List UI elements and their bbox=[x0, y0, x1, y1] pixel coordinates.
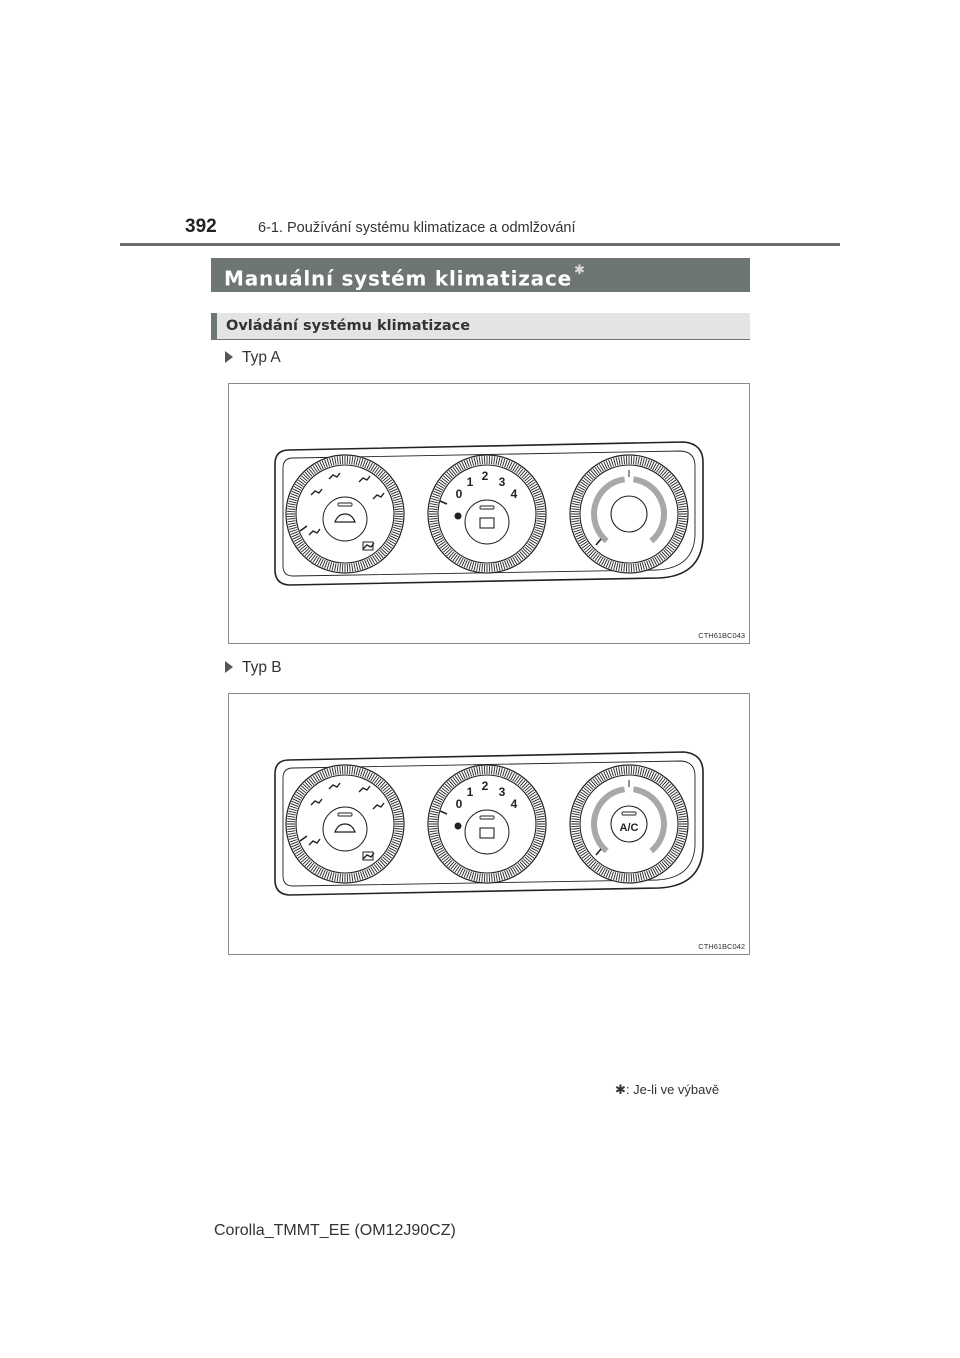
ac-button-label: A/C bbox=[619, 822, 639, 834]
rear-defogger-button bbox=[465, 810, 509, 854]
bullet-arrow-icon bbox=[225, 661, 233, 673]
subsection-heading: Ovládání systému klimatizace bbox=[211, 313, 750, 340]
type-b-label bbox=[225, 659, 282, 677]
fan-speed-label: 3 bbox=[498, 475, 506, 489]
figure-code: CTH61BC043 bbox=[698, 631, 745, 640]
figure-type-b bbox=[228, 693, 750, 955]
figure-code: CTH61BC042 bbox=[698, 942, 745, 951]
fan-speed-label: 0 bbox=[455, 797, 463, 811]
ac-control-panel-type-a bbox=[229, 384, 749, 643]
section-title: 6-1. Používání systému klimatizace a odmlžování bbox=[258, 220, 576, 236]
type-b-text: Typ B bbox=[242, 659, 282, 676]
rear-defogger-button bbox=[465, 500, 509, 544]
fan-speed-label: 2 bbox=[481, 779, 489, 793]
page-heading-text: Manuální systém klimatizace bbox=[224, 266, 572, 291]
figure-type-a bbox=[228, 383, 750, 644]
bullet-arrow-icon bbox=[225, 351, 233, 363]
fan-speed-label: 4 bbox=[510, 797, 518, 811]
page-heading bbox=[211, 258, 750, 292]
mode-center-button bbox=[323, 497, 367, 541]
type-a-label bbox=[225, 349, 281, 367]
footer-model-code: Corolla_TMMT_EE (OM12J90CZ) bbox=[214, 1222, 456, 1239]
ac-control-panel-type-b bbox=[229, 694, 749, 954]
fan-speed-label: 4 bbox=[510, 487, 518, 501]
panel-group bbox=[275, 752, 703, 895]
fan-icon bbox=[455, 823, 462, 830]
fan-speed-label: 0 bbox=[455, 487, 463, 501]
fan-speed-label: 1 bbox=[466, 785, 474, 799]
type-a-text: Typ A bbox=[242, 349, 281, 366]
fan-speed-label: 2 bbox=[481, 469, 489, 483]
footnote: ✱: Je-li ve výbavě bbox=[615, 1082, 720, 1097]
page-number: 392 bbox=[185, 216, 217, 237]
header-divider bbox=[120, 243, 840, 246]
ac-button bbox=[611, 496, 647, 532]
fan-icon bbox=[455, 513, 462, 520]
fan-speed-label: 1 bbox=[466, 475, 474, 489]
fan-speed-label: 3 bbox=[498, 785, 506, 799]
optional-equipment-mark: ✱ bbox=[573, 263, 586, 278]
panel-group bbox=[275, 442, 703, 585]
mode-center-button bbox=[323, 807, 367, 851]
